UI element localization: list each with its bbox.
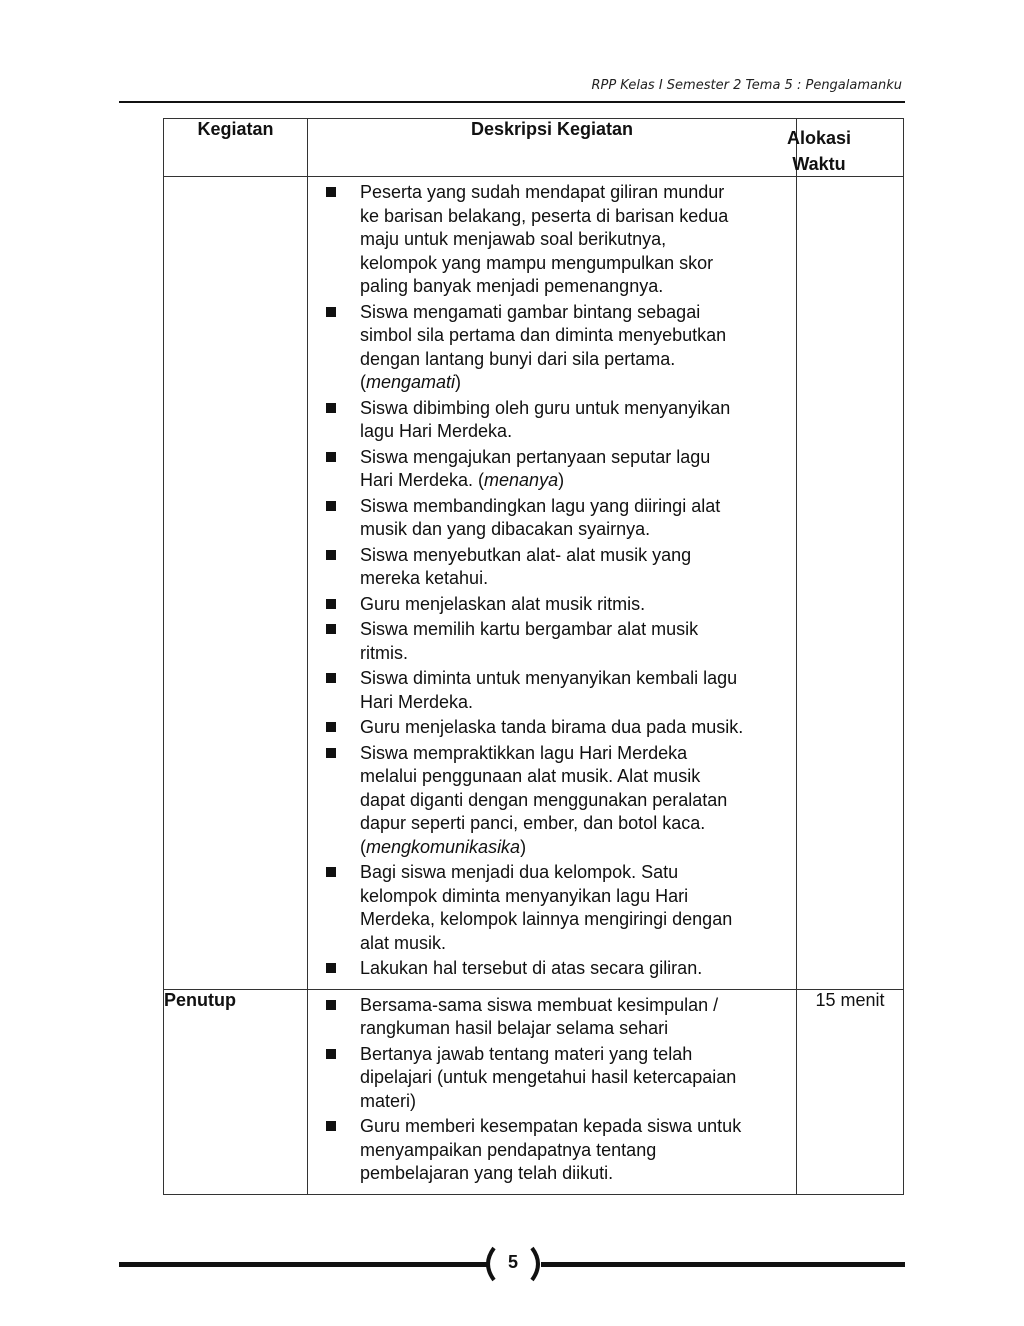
list-item (316, 957, 788, 981)
item-line: Siswa mengamati gambar bintang sebagai (360, 301, 701, 322)
footer-rule-left (119, 1262, 487, 1267)
bullet-square-icon (326, 1049, 336, 1059)
item-line: Bagi siswa menjadi dua kelompok. Satu (360, 862, 679, 882)
deskripsi-cell (308, 989, 797, 1194)
bullet-square-icon (326, 187, 336, 197)
table-row (164, 989, 904, 1194)
item-line: Merdeka, kelompok lainnya mengiringi dengan (360, 909, 733, 929)
item-line: lagu Hari Merdeka. (360, 421, 513, 441)
item-line: pembelajaran yang telah diikuti. (360, 1163, 614, 1183)
header-alokasi-waktu (786, 119, 904, 177)
bullet-square-icon (326, 501, 336, 511)
bullet-square-icon (326, 748, 336, 758)
item-line: materi) (360, 1090, 417, 1111)
list-item (316, 397, 788, 444)
activity-list (308, 177, 796, 989)
list-item (316, 181, 788, 299)
item-line: dengan lantang bunyi dari sila pertama. (360, 348, 676, 369)
page-number-badge (478, 1244, 548, 1284)
item-line: Siswa menyebutkan alat- alat musik yang (360, 544, 692, 565)
item-line: Lakukan hal tersebut di atas secara giliran. (360, 958, 703, 978)
item-line: (mengamati) (360, 372, 462, 392)
list-item (316, 593, 788, 617)
item-line: dipelajari (untuk mengetahui hasil ketercapaian (360, 1067, 737, 1087)
table-header-row (164, 119, 904, 177)
bullet-square-icon (326, 722, 336, 732)
header-alokasi-line2: Waktu (792, 154, 846, 174)
item-line: Hari Merdeka. (360, 691, 474, 712)
list-item (316, 544, 788, 591)
list-item (316, 1115, 788, 1186)
bullet-square-icon (326, 550, 336, 560)
item-line: Siswa dibimbing oleh guru untuk menyanyikan (360, 397, 731, 418)
item-line: Bertanya jawab tentang materi yang telah (360, 1043, 693, 1064)
list-item (316, 742, 788, 860)
bullet-square-icon (326, 307, 336, 317)
item-line: simbol sila pertama dan diminta menyebutkan (360, 325, 727, 345)
page-number: 5 (507, 1252, 518, 1272)
header-rule (119, 101, 905, 103)
kegiatan-cell: Penutup (164, 989, 308, 1194)
header-alokasi-line1: Alokasi (786, 128, 852, 148)
item-line: dapur seperti panci, ember, dan botol kaca. (360, 813, 706, 833)
item-line: Siswa mempraktikkan lagu Hari Merdeka (360, 742, 688, 763)
waktu-cell: 15 menit (797, 989, 904, 1194)
item-line: ke barisan belakang, peserta di barisan kedua (360, 205, 729, 226)
bullet-square-icon (326, 867, 336, 877)
item-line: ritmis. (360, 642, 408, 663)
list-item (316, 994, 788, 1041)
activity-table (163, 118, 904, 1195)
list-item (316, 667, 788, 714)
item-line: Siswa mengajukan pertanyaan seputar lagu (360, 446, 711, 467)
list-item (316, 446, 788, 493)
bullet-square-icon (326, 1000, 336, 1010)
running-header: RPP Kelas I Semester 2 Tema 5 : Pengalamanku (591, 78, 902, 93)
item-line: kelompok yang mampu mengumpulkan skor (360, 252, 714, 273)
table-row (164, 177, 904, 990)
list-item (316, 716, 788, 740)
item-line: mereka ketahui. (360, 568, 489, 588)
item-line: (mengkomunikasika) (360, 836, 527, 857)
bullet-square-icon (326, 403, 336, 413)
item-line: melalui penggunaan alat musik. Alat musik (360, 766, 701, 786)
bullet-square-icon (326, 963, 336, 973)
item-line: musik dan yang dibacakan syairnya. (360, 519, 651, 539)
bullet-square-icon (326, 452, 336, 462)
list-item (316, 495, 788, 542)
list-item (316, 1043, 788, 1114)
item-line: Siswa diminta untuk menyanyikan kembali lagu (360, 668, 738, 688)
kegiatan-cell (164, 177, 308, 990)
bullet-square-icon (326, 599, 336, 609)
list-item (316, 301, 788, 395)
footer-rule-right (541, 1262, 905, 1267)
item-line: paling banyak menjadi pemenangnya. (360, 276, 664, 296)
item-line: kelompok diminta menyanyikan lagu Hari (360, 885, 689, 906)
header-kegiatan: Kegiatan (164, 119, 308, 177)
item-line: Bersama-sama siswa membuat kesimpulan / (360, 994, 719, 1015)
bullet-square-icon (326, 624, 336, 634)
item-line: menyampaikan pendapatnya tentang (360, 1139, 657, 1160)
item-line: Guru memberi kesempatan kepada siswa untuk (360, 1116, 742, 1136)
item-line: Guru menjelaskan alat musik ritmis. (360, 593, 646, 614)
item-line: Siswa membandingkan lagu yang diiringi alat (360, 495, 721, 516)
item-line: Siswa memilih kartu bergambar alat musik (360, 619, 699, 639)
list-item (316, 861, 788, 955)
list-item (316, 618, 788, 665)
waktu-cell (797, 177, 904, 990)
item-line: Peserta yang sudah mendapat giliran mundur (360, 182, 725, 202)
item-line: maju untuk menjawab soal berikutnya, (360, 229, 667, 249)
deskripsi-cell (308, 177, 797, 990)
bullet-square-icon (326, 1121, 336, 1131)
bullet-square-icon (326, 673, 336, 683)
item-line: rangkuman hasil belajar selama sehari (360, 1018, 669, 1038)
activity-list (308, 990, 796, 1194)
item-line: Guru menjelaska tanda birama dua pada musik. (360, 717, 744, 737)
header-deskripsi: Deskripsi Kegiatan (308, 119, 797, 177)
item-line: dapat diganti dengan menggunakan peralatan (360, 789, 728, 810)
item-line: alat musik. (360, 932, 447, 953)
item-line: Hari Merdeka. (menanya) (360, 470, 565, 490)
